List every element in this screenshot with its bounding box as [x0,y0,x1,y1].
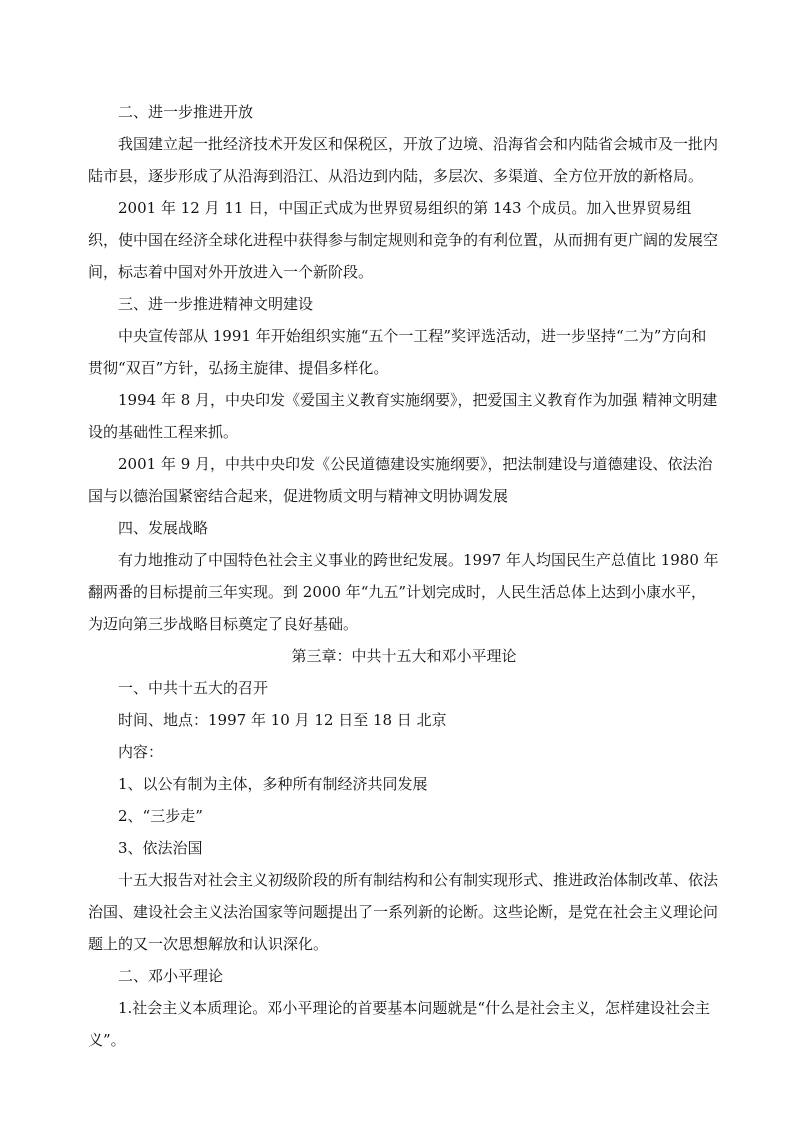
paragraph-socialism-essence: 1.社会主义本质理论。邓小平理论的首要基本问题就是“什么是社会主义，怎样建设社会主义”。 [88,999,710,1049]
paragraph-open-zones: 我国建立起一批经济技术开发区和保税区，开放了边境、沿海省会和内陆省会城市及一批内陆市县，逐步形成了从沿海到沿江、从沿边到内陆，多层次、多渠道、全方位开放的新格局。 [88,135,719,185]
chapter-title: 第三章：中共十五大和邓小平理论 [291,647,517,665]
paragraph-strategy: 有力地推动了中国特色社会主义事业的跨世纪发展。1997 年人均国民生产总值比 1980 年翻两番的目标提前三年实现。到 2000 年“九五”计划完成时，人民生活总体上达到小康水平，为迈向第三步战略目标奠定了良好基础。 [88,551,719,633]
paragraph-report: 十五大报告对社会主义初级阶段的所有制结构和公有制实现形式、推进政治体制改革、依法治国、建设社会主义法治国家等问题提出了一系列新的论断。这些论断，是党在社会主义理论问题上的又一次思想解放和认识深化。 [88,871,719,953]
section-heading-congress: 一、中共十五大的召开 [118,679,269,697]
paragraph-patriotic-education: 1994 年 8 月，中央印发《爱国主义教育实施纲要》，把爱国主义教育作为加强 精神文明建设的基础性工程来抓。 [88,391,718,441]
paragraph-five-one-project: 中央宣传部从 1991 年开始组织实施“五个一工程”奖评选活动，进一步坚持“二为”方向和贯彻“双百”方针，弘扬主旋律、提倡多样化。 [88,327,707,377]
list-item-3: 3、依法治国 [118,839,203,857]
section-heading-deng-theory: 二、邓小平理论 [118,967,224,985]
document-body [88,96,720,1056]
paragraph-time-place: 时间、地点：1997 年 10 月 12 日至 18 日 北京 [118,711,447,729]
list-item-2: 2、“三步走” [118,807,203,825]
paragraph-content-label: 内容： [118,743,164,761]
section-heading-strategy: 四、发展战略 [118,519,209,537]
list-item-1: 1、以公有制为主体，多种所有制经济共同发展 [118,775,428,793]
paragraph-civic-morality: 2001 年 9 月，中共中央印发《公民道德建设实施纲要》，把法制建设与道德建设、依法治国与以德治国紧密结合起来，促进物质文明与精神文明协调发展 [88,455,713,505]
paragraph-wto: 2001 年 12 月 11 日，中国正式成为世界贸易组织的第 143 个成员。加入世界贸易组织，使中国在经济全球化进程中获得参与制定规则和竞争的有利位置，从而拥有更广阔的发展空间，标志着中国对外开放进入一个新阶段。 [88,199,719,281]
section-heading-opening: 二、进一步推进开放 [118,103,254,121]
section-heading-civilization: 三、进一步推进精神文明建设 [118,295,314,313]
